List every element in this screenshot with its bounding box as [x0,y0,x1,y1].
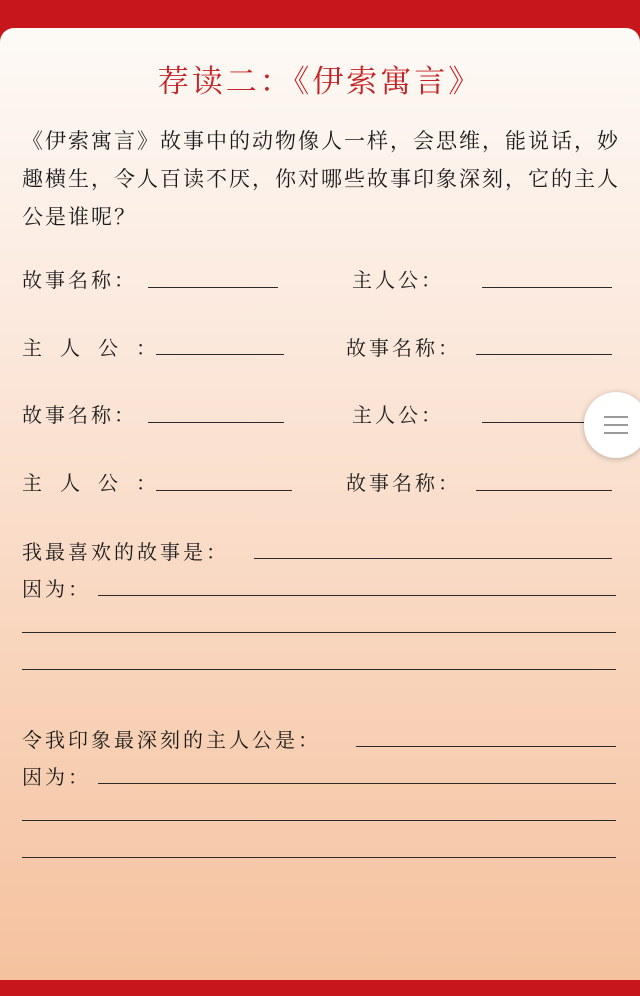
favorite-story-blank[interactable] [254,558,612,559]
protagonist-blank-2[interactable] [156,354,284,355]
because-label-2: 因为： [22,765,91,789]
page-title: 荐读二：《伊索寓言》 [157,64,483,100]
protagonist-label-2: 主人公： [22,336,174,360]
reason-line-5[interactable] [22,820,616,821]
story-name-label-1: 故事名称： [22,268,137,292]
protagonist-label-3: 主人公： [352,403,444,427]
protagonist-blank-4[interactable] [156,490,292,491]
favorite-story-label: 我最喜欢的故事是： [22,540,229,564]
menu-line [604,424,628,426]
reason-line-2[interactable] [22,632,616,633]
story-name-blank-1[interactable] [148,287,278,288]
reason-line-6[interactable] [22,857,616,858]
protagonist-label-1: 主人公： [352,268,444,292]
story-name-blank-4[interactable] [476,490,612,491]
story-name-label-4: 故事名称： [346,471,461,495]
menu-lines-icon[interactable] [584,392,640,458]
story-name-blank-2[interactable] [476,354,612,355]
reason-line-1[interactable] [98,595,616,596]
impressive-protagonist-blank[interactable] [356,746,616,747]
impressive-protagonist-label: 令我印象最深刻的主人公是： [22,728,321,752]
menu-line [604,416,628,418]
protagonist-label-4: 主人公： [22,471,174,495]
story-name-label-3: 故事名称： [22,403,137,427]
reason-line-3[interactable] [22,669,616,670]
protagonist-blank-3[interactable] [482,422,586,423]
protagonist-blank-1[interactable] [482,287,612,288]
intro-paragraph: 《伊索寓言》故事中的动物像人一样，会思维，能说话，妙趣横生，令人百读不厌，你对哪些故事印象深刻，它的主人公是谁呢？ [22,129,620,229]
because-label-1: 因为： [22,577,91,601]
reason-line-4[interactable] [98,783,616,784]
story-name-label-2: 故事名称： [346,336,461,360]
story-name-blank-3[interactable] [148,422,284,423]
menu-line [604,432,628,434]
